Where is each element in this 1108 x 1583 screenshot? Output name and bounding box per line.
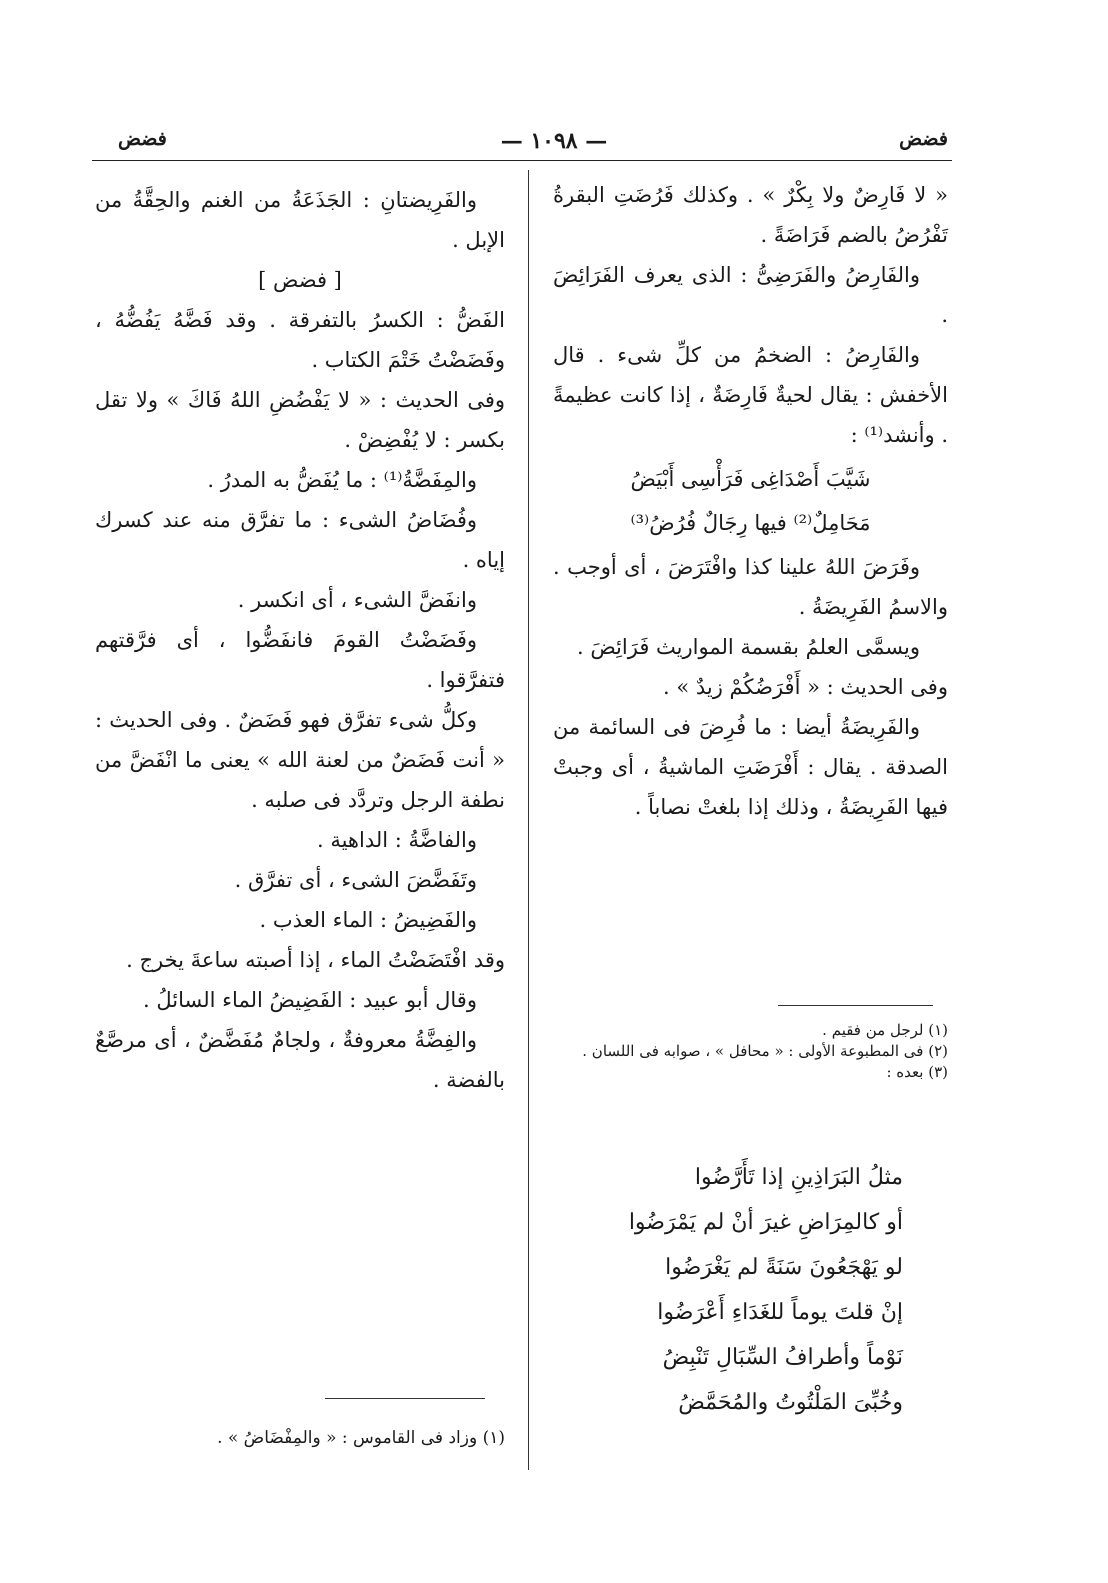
header-divider	[92, 160, 952, 161]
right-footnotes	[553, 1020, 948, 1083]
entry-paragraph: وفُضَاضُ الشىء : ما تفرَّق منه عند كسرك إياه .	[95, 508, 505, 572]
right-column	[553, 175, 948, 827]
entry-paragraph: والفَرِيضتانِ : الجَذَعَةُ من الغنم والحِقَّةُ من الإبل .	[95, 188, 505, 252]
poem-line: أو كالمِرَاضِ غيرَ أنْ لم يَمْرَضُوا	[628, 1210, 903, 1235]
entry-paragraph: والفِضَّةُ معروفةٌ ، ولجامٌ مُفَضَّضٌ ، أى مرصَّعٌ بالفضة .	[95, 1028, 505, 1092]
footnote: (٣) بعده :	[886, 1063, 948, 1081]
header-left-keyword: فضض	[118, 128, 167, 150]
entry-paragraph: والفاضَّةُ : الداهية .	[316, 828, 477, 852]
verse-line: مَحَامِلٌ⁽²⁾ فيها رِجَالٌ فُرُضُ⁽³⁾	[630, 511, 871, 535]
left-footnote-divider	[325, 1398, 485, 1399]
entry-paragraph: ويسمَّى العلمُ بقسمة المواريث فَرَائِضَ .	[576, 635, 920, 659]
entry-paragraph: الفَضُّ : الكسرُ بالتفرقة . وقد فَضَّهُ يَفُضُّهُ ، وفَضَضْتُ خَتْمَ الكتاب .	[95, 308, 505, 372]
footnote: (١) وزاد فى القاموس : « والمِفْضَاضُ » .	[217, 1428, 505, 1448]
entry-paragraph: وفى الحديث : « لا يَفْضُضِ اللهُ فَاكَ » ولا تقل بكسر : لا يُفْضِضْ .	[95, 388, 505, 452]
header-right-keyword: فضض	[899, 128, 948, 150]
poem-line: إنْ قلتَ يوماً للغَدَاءِ أَعْرَضُوا	[657, 1300, 903, 1325]
entry-paragraph: وانفَضَّ الشىء ، أى انكسر .	[237, 588, 477, 612]
section-heading: [ فضض ]	[258, 268, 342, 292]
entry-paragraph: « لا فَارِضٌ ولا بِكْرٌ » . وكذلك فَرُضَتِ البقرةُ تَفْرُضُ بالضم فَرَاضَةً .	[553, 183, 948, 247]
entry-paragraph: والفَضِيضُ : الماء العذب .	[259, 908, 477, 932]
poem-line: مثلُ البَرَاذِينِ إذا تَأَرَّضُوا	[694, 1165, 903, 1190]
poem-line: نَوْماً وأطرافُ السِّبَالِ تَنْبِضُ	[662, 1345, 903, 1370]
footnote: (٢) فى المطبوعة الأولى : « محافل » ، صوابه فى اللسان .	[582, 1042, 948, 1060]
verse-line: شَيَّبَ أَصْدَاغِى فَرَأْسِى أَبْيَضُ	[630, 467, 871, 491]
left-column	[95, 180, 505, 1100]
entry-paragraph: والفَرِيضَةُ أيضا : ما فُرِضَ فى السائمة من الصدقة . يقال : أَفْرَضَتِ الماشيةُ ، أى وجبتْ فيها الفَرِيضَةُ ، وذلك إذا بلغتْ نصاباً .	[553, 715, 948, 819]
poem-line: لو يَهْجَعُونَ سَنَةً لم يَغْرَضُوا	[665, 1255, 903, 1280]
poem-line: وخُبِّىَ المَلْتُوتُ والمُحَمَّضُ	[678, 1390, 903, 1415]
entry-paragraph: والفَارِضُ والفَرَضِىُّ : الذى يعرف الفَرَائِضَ .	[553, 263, 948, 327]
page-number: — ١٠٩٨ —	[500, 128, 608, 154]
footnote-poem	[563, 1155, 903, 1425]
entry-paragraph: والمِفَضَّةُ⁽¹⁾ : ما يُفَضُّ به المدرُ .	[207, 468, 477, 492]
entry-paragraph: والفَارِضُ : الضخمُ من كلِّ شىء . قال الأخفش : يقال لحيةٌ فَارِضَةٌ ، إذا كانت عظيمةً . وأنشد⁽¹⁾ :	[553, 343, 948, 447]
entry-paragraph: وقال أبو عبيد : الفَضِيضُ الماء السائلُ .	[143, 988, 477, 1012]
entry-paragraph: وتَفَضَّضَ الشىء ، أى تفرَّق .	[234, 868, 477, 892]
left-footnotes	[150, 1428, 505, 1449]
entry-paragraph: وفى الحديث : « أَفْرَضُكُمْ زيدٌ » .	[662, 675, 948, 699]
right-footnote-divider	[778, 1005, 933, 1006]
footnote: (١) لرجل من فقيم .	[822, 1021, 948, 1039]
column-divider	[528, 170, 529, 1470]
entry-paragraph: وقد افْتَضَضْتُ الماء ، إذا أصبته ساعةَ يخرج .	[126, 948, 505, 972]
entry-paragraph: وفَضَضْتُ القومَ فانفَضُّوا ، أى فرَّقتهم فتفرَّقوا .	[95, 628, 505, 692]
entry-paragraph: وفَرَضَ اللهُ علينا كذا وافْتَرَضَ ، أى أوجب . والاسمُ الفَرِيضَةُ .	[553, 555, 948, 619]
entry-paragraph: وكلُّ شىء تفرَّق فهو فَضَضٌ . وفى الحديث : « أنت فَضَضٌ من لعنة الله » يعنى ما انْفَضَّ من نطفة الرجل وتردَّد فى صلبه .	[95, 708, 505, 812]
